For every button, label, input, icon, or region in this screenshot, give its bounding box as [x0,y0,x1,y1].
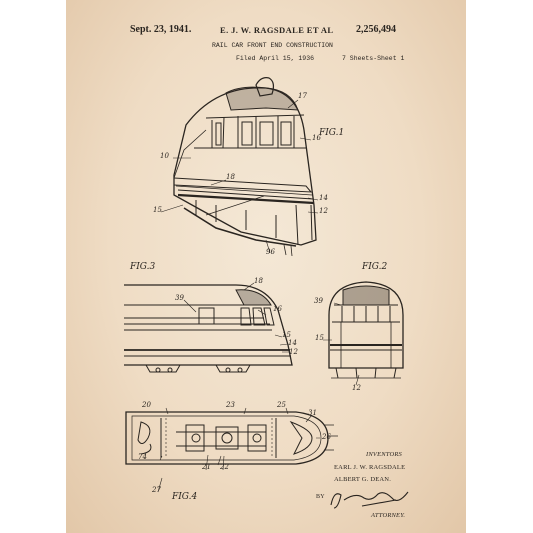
ref-number: 23 [226,401,235,409]
sheet-count: 7 Sheets-Sheet 1 [342,55,405,62]
filed-date: Filed April 15, 1936 [236,55,315,62]
ref-number: 39 [175,294,184,302]
fig3-label: FIG.3 [130,262,156,272]
fig4-drawing [126,412,338,464]
ref-number: 25 [277,401,286,409]
patent-sheet [66,0,466,533]
inventor-name-2: ALBERT G. DEAN. [334,476,392,483]
ref-number: 16 [273,305,282,313]
ref-number: 15 [315,334,324,342]
fig4-label: FIG.4 [172,492,198,502]
ref-number: 26 [322,433,331,441]
fig2-label: FIG.2 [362,262,388,272]
ref-number: 17 [298,92,307,100]
inventor-name-1: EARL J. W. RAGSDALE [334,464,406,471]
ref-number: 12 [289,348,298,356]
ref-number: 18 [226,173,235,181]
ref-number: 16 [312,134,321,142]
ref-number: 14 [319,194,328,202]
patent-drawings [66,0,466,533]
ref-number: 39 [314,297,323,305]
ref-number: 22 [220,463,229,471]
patent-title: RAIL CAR FRONT END CONSTRUCTION [212,42,333,49]
ref-number: 12 [352,384,361,392]
ref-number: 12 [319,207,328,215]
fig1-drawing [174,78,316,256]
fig2-drawing [329,282,403,378]
ref-number: 74 [138,453,147,461]
patent-date: Sept. 23, 1941. [130,24,192,35]
ref-number: 15 [153,206,162,214]
inventor-header: E. J. W. RAGSDALE ET AL [220,25,334,35]
ref-number: 21 [202,463,211,471]
fig3-drawing [124,285,292,372]
ref-number: 18 [254,277,263,285]
ref-number: 15 [282,331,291,339]
ref-number: 31 [308,409,317,417]
attorney-signature [331,492,408,508]
attorney-label: ATTORNEY. [371,512,406,519]
by-label: BY [316,494,325,500]
fig1-label: FIG.1 [319,128,345,138]
patent-number: 2,256,494 [356,24,396,35]
ref-number: 10 [160,152,169,160]
ref-number: 14 [288,339,297,347]
ref-number: 27 [152,486,161,494]
ref-number: 20 [142,401,151,409]
inventors-heading: INVENTORS [366,451,402,458]
ref-number: 96 [266,248,275,256]
